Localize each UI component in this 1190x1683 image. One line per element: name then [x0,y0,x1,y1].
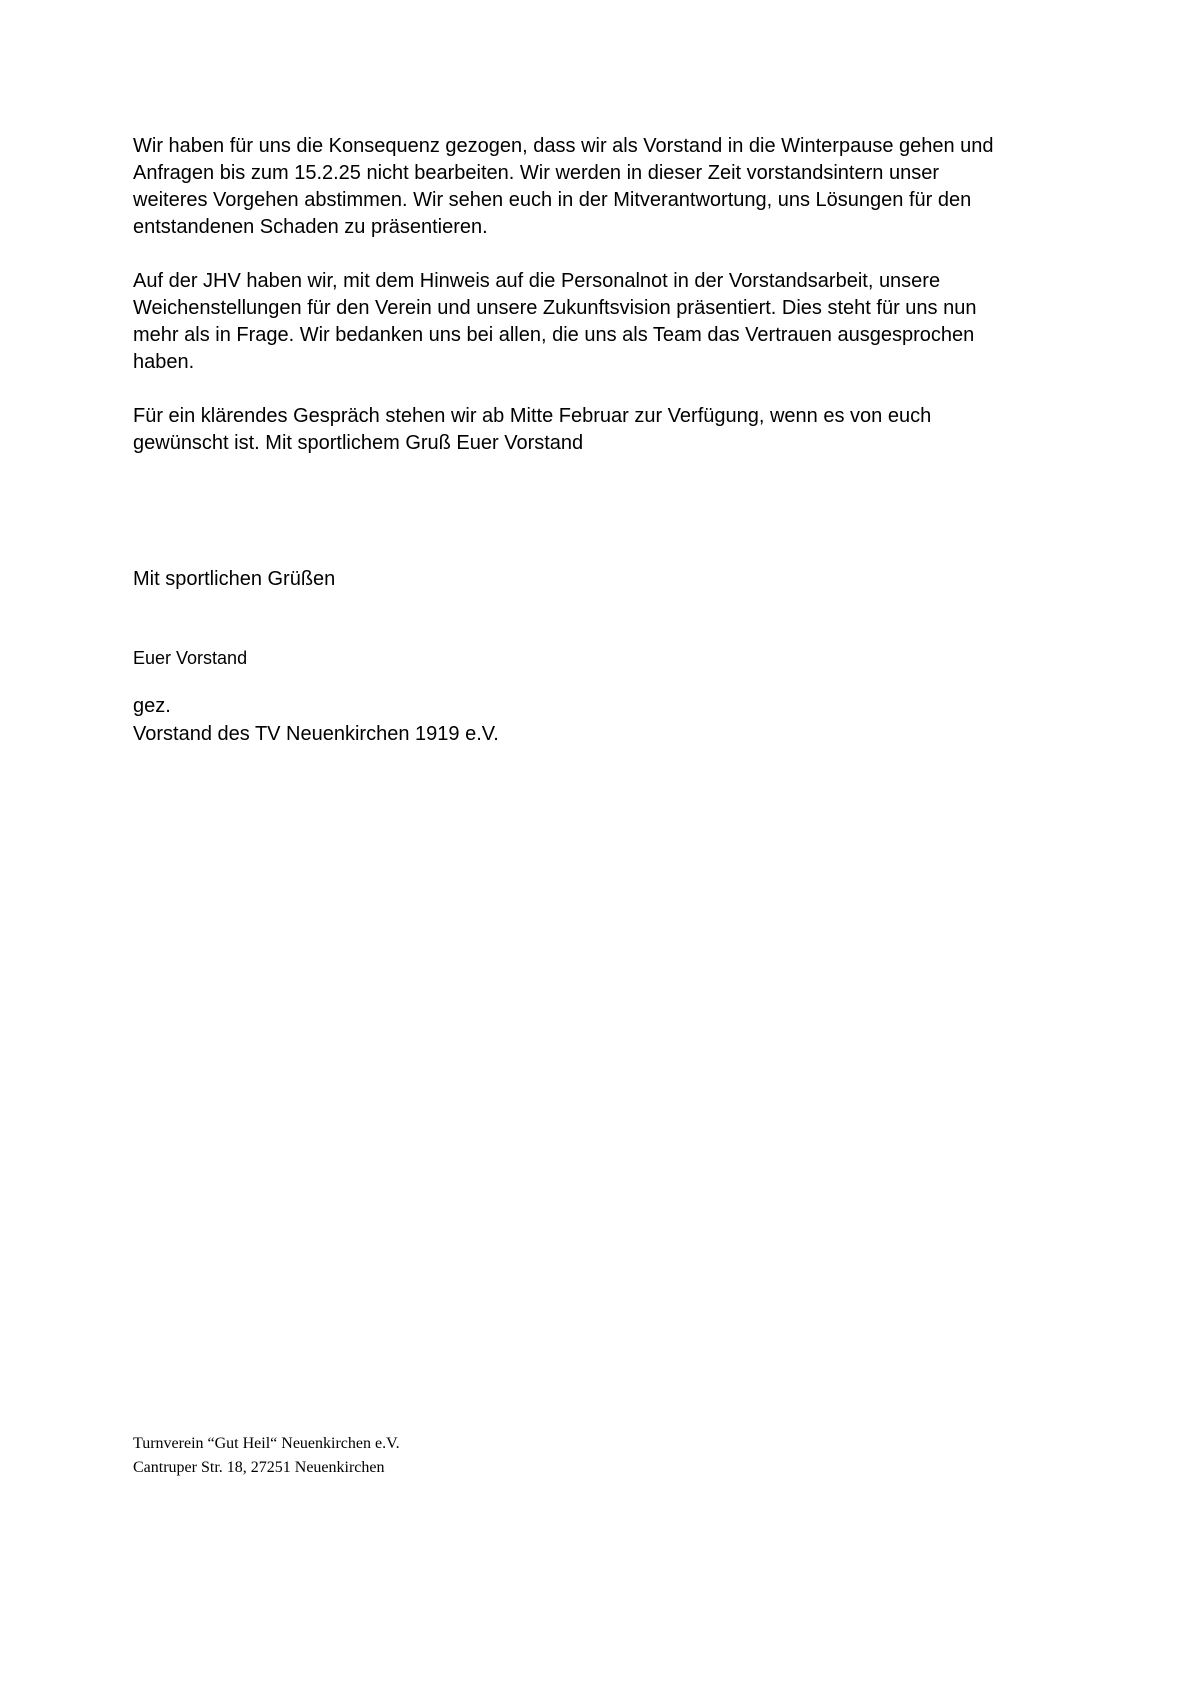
closing-salutation: Mit sportlichen Grüßen [133,568,336,590]
letter-footer [133,1432,400,1480]
paragraph-jhv: Auf der JHV haben wir, mit dem Hinweis auf die Personalnot in der Vorstandsarbeit, unsere Weichenstellungen für den Verein und unsere Zukunftsvision präsentiert. Dies steht für uns nun mehr als in Frage. Wir bedanken uns bei allen, die uns als Team das Vertrauen ausgesprochen haben. [133,270,977,373]
gez-label: gez. [133,695,171,717]
signer-block [133,692,499,748]
footer-club-name: Turnverein “Gut Heil“ Neuenkirchen e.V. [133,1435,400,1452]
footer-address: Cantruper Str. 18, 27251 Neuenkirchen [133,1459,385,1476]
letter-body [133,133,1001,484]
paragraph-winterpause: Wir haben für uns die Konsequenz gezogen, dass wir als Vorstand in die Winterpause gehen und Anfragen bis zum 15.2.25 nicht bearbeiten. Wir werden in dieser Zeit vorstandsintern unser weiteres Vorgehen abstimmen. Wir sehen euch in der Mitverantwortung, uns Lösungen für den entstandenen Schaden zu präsentieren. [133,135,994,238]
paragraph-gespraech: Für ein klärendes Gespräch stehen wir ab Mitte Februar zur Verfügung, wenn es von euch gewünscht ist. Mit sportlichem Gruß Euer Vorstand [133,405,932,454]
signer-name: Vorstand des TV Neuenkirchen 1919 e.V. [133,723,499,745]
signature-line: Euer Vorstand [133,648,248,668]
